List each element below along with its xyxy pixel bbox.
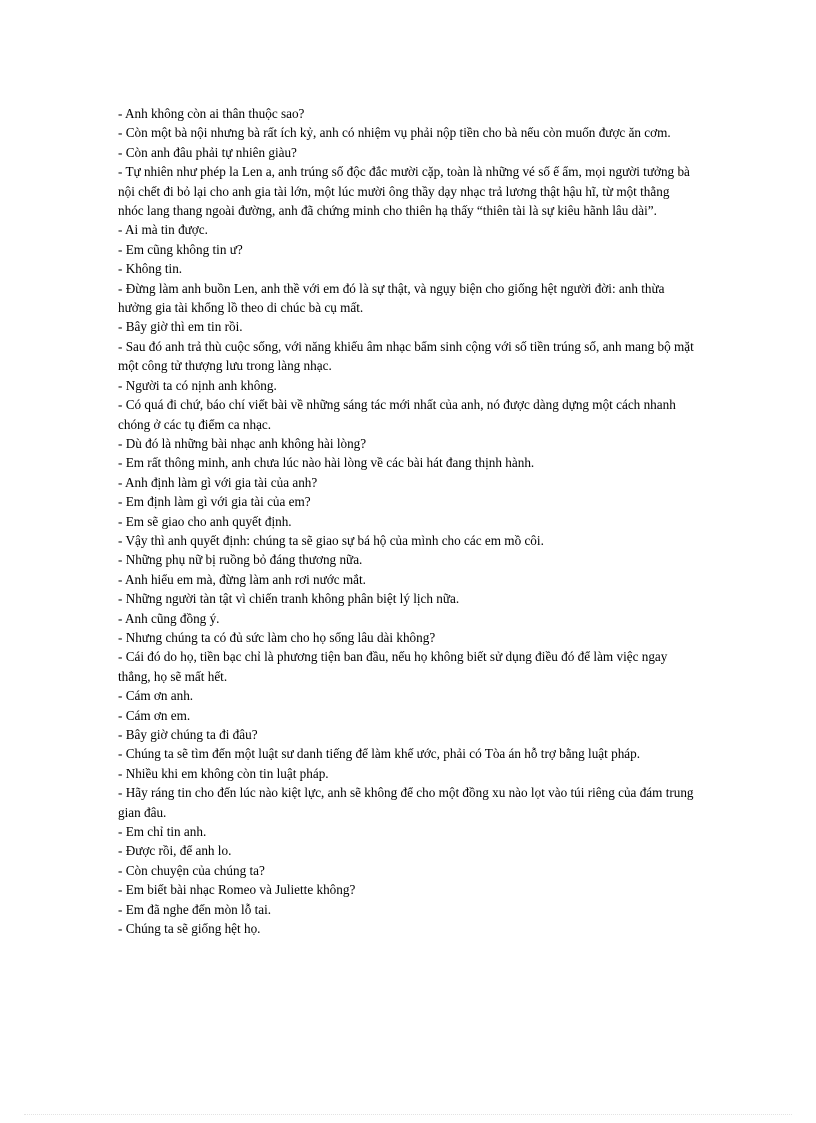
dialogue-line: - Cám ơn em. — [118, 707, 191, 723]
dialogue-line: - Bây giờ chúng ta đi đâu? — [118, 727, 258, 742]
dialogue-line: - Em chỉ tin anh. — [118, 824, 207, 840]
dialogue-line: - Anh hiểu em mà, đừng làm anh rơi nước mắt. — [118, 571, 366, 587]
dialogue-line: - Nhiều khi em không còn tin luật pháp. — [118, 765, 329, 781]
dialogue-line: - Em rất thông minh, anh chưa lúc nào hài lòng về các bài hát đang thịnh hành. — [118, 455, 535, 471]
dialogue-line: - Nhưng chúng ta có đủ sức làm cho họ sống lâu dài không? — [118, 629, 436, 645]
dialogue-line: - Đừng làm anh buồn Len, anh thề với em đó là sự thật, và ngụy biện cho giống hệt người đời: anh thừa hưởng gia tài khổng lồ theo di chúc bà cụ mất. — [118, 280, 665, 316]
dialogue-line: - Anh cũng đồng ý. — [118, 610, 220, 626]
dialogue-line: - Những người tàn tật vì chiến tranh không phân biệt lý lịch nữa. — [118, 591, 460, 607]
dialogue-line: - Được rồi, để anh lo. — [118, 843, 232, 859]
dialogue-line: - Không tin. — [118, 261, 183, 277]
dialogue-line: - Sau đó anh trả thù cuộc sống, với năng khiếu âm nhạc bẩm sinh cộng với số tiền trúng số, anh mang bộ mặt một công tử thượng lưu trong làng nhạc. — [118, 338, 694, 374]
dialogue-line: - Em cũng không tin ư? — [118, 241, 243, 257]
dialogue-line: - Còn anh đâu phải tự nhiên giàu? — [118, 144, 297, 160]
dialogue-line: - Người ta có nịnh anh không. — [118, 377, 277, 393]
dialogue-line: - Bây giờ thì em tin rồi. — [118, 319, 243, 335]
dialogue-line: - Còn một bà nội nhưng bà rất ích kỷ, anh có nhiệm vụ phải nộp tiền cho bà nếu còn muốn được ăn cơm. — [118, 125, 671, 141]
dialogue-line: - Cám ơn anh. — [118, 688, 194, 704]
document-body — [118, 104, 698, 938]
dialogue-line: - Anh định làm gì với gia tài của anh? — [118, 474, 318, 490]
page-bottom-border — [24, 1114, 792, 1115]
dialogue-line: - Em định làm gì với gia tài của em? — [118, 494, 311, 510]
dialogue-line: - Em đã nghe đến mòn lỗ tai. — [118, 901, 272, 917]
dialogue-line: - Những phụ nữ bị ruồng bỏ đáng thương nữa. — [118, 552, 363, 568]
dialogue-line: - Còn chuyện của chúng ta? — [118, 862, 265, 878]
dialogue-line: - Cái đó do họ, tiền bạc chỉ là phương tiện ban đầu, nếu họ không biết sử dụng điều đó để làm việc ngay thẳng, họ sẽ mất hết. — [118, 649, 668, 684]
dialogue-line: - Vậy thì anh quyết định: chúng ta sẽ giao sự bá hộ của mình cho các em mồ côi. — [118, 532, 544, 548]
dialogue-line: - Em sẽ giao cho anh quyết định. — [118, 513, 292, 529]
dialogue-line: - Chúng ta sẽ tìm đến một luật sư danh tiếng để làm khế ước, phải có Tòa án hỗ trợ bằng luật pháp. — [118, 746, 641, 762]
dialogue-line: - Có quá đi chứ, báo chí viết bài về những sáng tác mới nhất của anh, nó được dàng dựng một cách nhanh chóng ở các tụ điểm ca nhạc. — [118, 397, 676, 432]
dialogue-line: - Tự nhiên như phép la Len a, anh trúng số độc đắc mười cặp, toàn là những vé số ế ẩm, mọi người tưởng bà nội chết đi bỏ lại cho anh gia tài lớn, một lúc mười ông thầy dạy nhạc trả lương thật hậu hĩ, từ một thằng nhóc lang thang ngoài đường, anh đã chứng minh cho thiên hạ thấy “thiên tài là sự kiêu hãnh lâu dài”. — [118, 164, 690, 219]
dialogue-line: - Ai mà tin được. — [118, 222, 208, 238]
dialogue-line: - Em biết bài nhạc Romeo và Juliette không? — [118, 882, 356, 898]
dialogue-line: - Dù đó là những bài nhạc anh không hài lòng? — [118, 435, 367, 451]
dialogue-line: - Chúng ta sẽ giống hệt họ. — [118, 921, 261, 937]
dialogue-line: - Hãy ráng tin cho đến lúc nào kiệt lực, anh sẽ không để cho một đồng xu nào lọt vào túi riêng của đám trung gian đâu. — [118, 785, 694, 820]
dialogue-line: - Anh không còn ai thân thuộc sao? — [118, 106, 305, 121]
